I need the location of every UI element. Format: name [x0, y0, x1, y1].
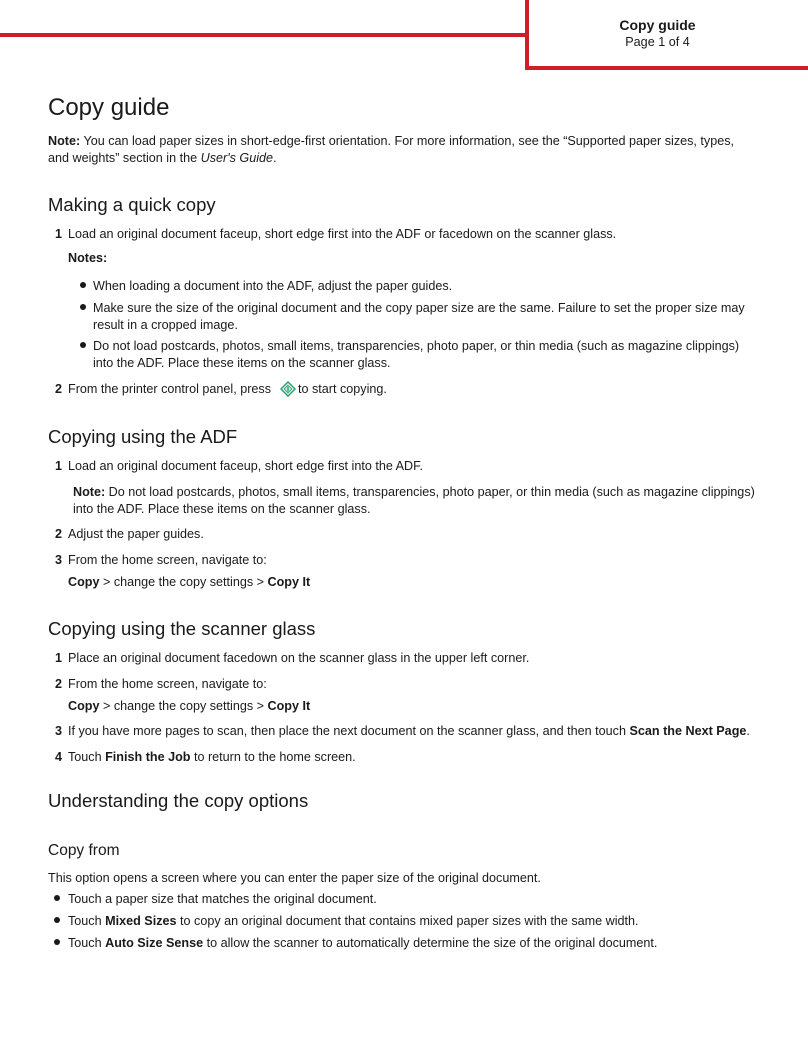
- section-heading-scanner-glass: Copying using the scanner glass: [48, 618, 316, 639]
- step-text: From the home screen, navigate to:: [68, 553, 267, 567]
- header-page-number: Page 1 of 4: [625, 35, 690, 49]
- step-text: Place an original document facedown on the scanner glass in the upper left corner.: [68, 651, 530, 665]
- list-item: Touch a paper size that matches the original document.: [68, 892, 377, 906]
- bullet-icon: [80, 282, 86, 288]
- step-text: Adjust the paper guides.: [68, 527, 204, 541]
- bullet-icon: [54, 939, 60, 945]
- menu-path: Copy > change the copy settings > Copy It: [68, 575, 311, 589]
- header-rule: [0, 33, 528, 37]
- section-heading-copy-options: Understanding the copy options: [48, 790, 309, 811]
- subsection-heading-copy-from: Copy from: [48, 842, 120, 859]
- copy-from-intro: This option opens a screen where you can enter the paper size of the original document.: [48, 871, 541, 885]
- bullet-icon: [80, 304, 86, 310]
- step-number: 1: [54, 459, 62, 473]
- step-number: 1: [54, 227, 62, 241]
- menu-path: Copy > change the copy settings > Copy It: [68, 699, 311, 713]
- start-diamond-icon: [280, 381, 296, 397]
- section-heading-adf: Copying using the ADF: [48, 426, 238, 447]
- step-text: Load an original document faceup, short edge first into the ADF.: [68, 459, 423, 473]
- step-text: Load an original document faceup, short edge first into the ADF or facedown on the scanner glass.: [68, 227, 617, 241]
- step-text: If you have more pages to scan, then place the next document on the scanner glass, and then touch Scan the Next Page.: [68, 724, 750, 738]
- list-item: Do not load postcards, photos, small items, transparencies, photo paper, or thin media (such as magazine clippings) into the ADF. Place these items on the scanner glass.: [93, 339, 740, 370]
- step-number: 2: [54, 527, 62, 541]
- step-number: 2: [54, 382, 62, 396]
- list-item: Touch Auto Size Sense to allow the scanner to automatically determine the size of the original document.: [68, 936, 658, 950]
- step-text: Touch Finish the Job to return to the home screen.: [68, 750, 356, 764]
- section-heading-quick-copy: Making a quick copy: [48, 194, 216, 215]
- step-number: 3: [54, 553, 62, 567]
- page-title: Copy guide: [48, 94, 170, 121]
- list-item: Make sure the size of the original document and the copy paper size are the same. Failure to set the proper size may result in a cropped image.: [93, 301, 745, 332]
- step-number: 2: [54, 677, 62, 691]
- notes-label: Notes:: [68, 251, 108, 265]
- adf-note: Note: Do not load postcards, photos, small items, transparencies, photo paper, or thin media (such as magazine clippings) into the ADF. Place these items on the scanner glass.: [73, 485, 755, 516]
- intro-note: Note: You can load paper sizes in short-edge-first orientation. For more information, see the “Supported paper sizes, types, and weights” section in the User's Guide.: [48, 134, 735, 165]
- step-text: From the home screen, navigate to:: [68, 677, 267, 691]
- step-number: 1: [54, 651, 62, 665]
- list-item: When loading a document into the ADF, adjust the paper guides.: [93, 279, 453, 293]
- step-number: 4: [54, 750, 62, 764]
- list-item: Touch Mixed Sizes to copy an original document that contains mixed paper sizes with the same width.: [68, 914, 639, 928]
- header-title: Copy guide: [619, 17, 696, 33]
- bullet-icon: [80, 342, 86, 348]
- bullet-icon: [54, 917, 60, 923]
- step-number: 3: [54, 724, 62, 738]
- bullet-icon: [54, 895, 60, 901]
- step-text: From the printer control panel, press to start copying.: [68, 382, 387, 396]
